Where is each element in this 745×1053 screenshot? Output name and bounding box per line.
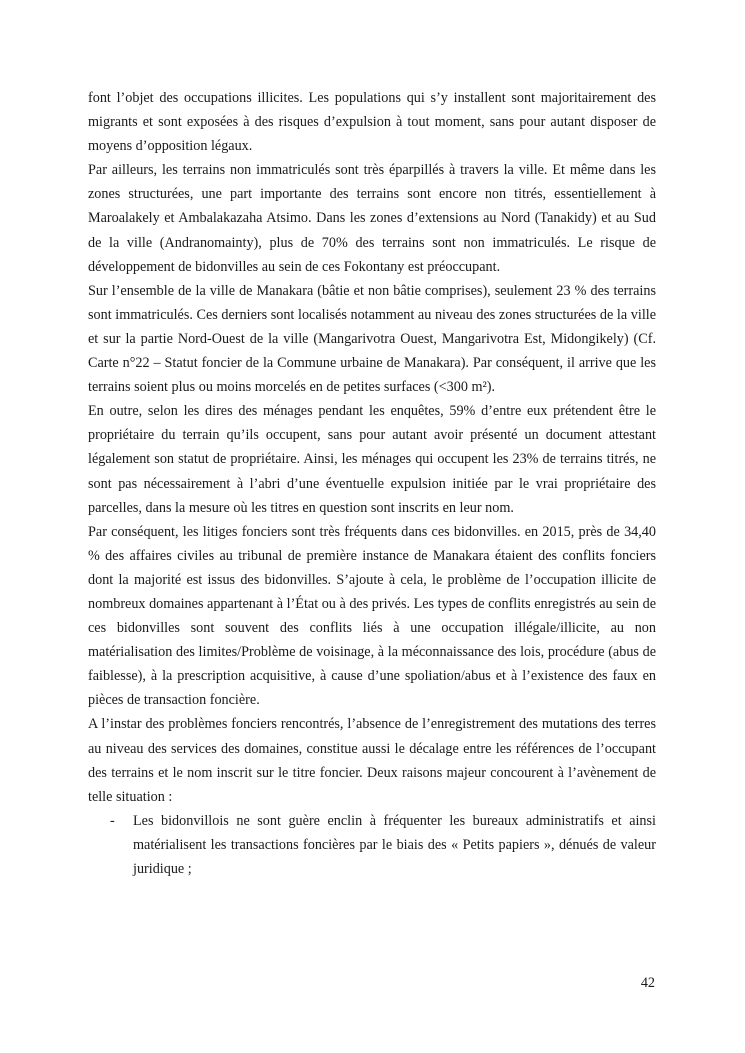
list-item-text: Les bidonvillois ne sont guère enclin à fréquenter les bureaux administratifs et ainsi matérialisent les transactions foncières par le biais des « Petits papiers », dénués de valeur juridique ;: [133, 812, 656, 877]
page-number: 42: [640, 975, 655, 991]
reasons-list: [88, 809, 656, 881]
paragraph-occupations-illicites: font l’objet des occupations illicites. Les populations qui s’y installent sont majoritairement des migrants et sont exposées à des risques d’expulsion à tout moment, sans pour autant disposer de moyens d’opposition légaux.: [88, 90, 656, 155]
paragraph-terrains-non-immatricules: Par ailleurs, les terrains non immatriculés sont très éparpillés à travers la ville. Et même dans les zones structurées, une part importante des terrains sont encore non titrés, essentiellement à Maroalakely et Ambalakazaha Atsimo. Dans les zones d’extensions au Nord (Tanakidy) et au Sud de la ville (Andranomainty), plus de 70% des terrains sont non immatriculés. Le risque de développement de bidonvilles au sein de ces Fokontany est préoccupant.: [88, 162, 656, 275]
paragraph-litiges-fonciers: Par conséquent, les litiges fonciers sont très fréquents dans ces bidonvilles. en 2015, près de 34,40 % des affaires civiles au tribunal de première instance de Manakara étaient des conflits fonciers dont la majorité est issus des bidonvilles. S’ajoute à cela, le problème de l’occupation illicite de nombreux domaines appartenant à l’État ou à des privés. Les types de conflits enregistrés au sein de ces bidonvilles sont souvent des conflits liés à une occupation illégale/illicite, au non matérialisation des limites/Problème de voisinage, à la méconnaissance des lois, procédure (abus de faiblesse), à la prescription acquisitive, à cause d’une spoliation/abus et à l’existence des faux en pièces de transaction foncière.: [88, 523, 656, 709]
paragraph-terrains-immatricules: Sur l’ensemble de la ville de Manakara (bâtie et non bâtie comprises), seulement 23 % des terrains sont immatriculés. Ces derniers sont localisés notamment au niveau des zones structurées de la ville et sur la partie Nord-Ouest de la ville (Mangarivotra Ouest, Mangarivotra Est, Midongikely) (Cf. Carte n°22 – Statut foncier de la Commune urbaine de Manakara). Par conséquent, il arrive que les terrains soient plus ou moins morcelés en de petites surfaces (<300 m²).: [88, 282, 656, 396]
list-item: [88, 809, 656, 881]
paragraph-enquetes-menages: En outre, selon les dires des ménages pendant les enquêtes, 59% d’entre eux prétendent être le propriétaire du terrain qu’ils occupent, sans pour autant avoir présenté un document attestant légalement son statut de propriétaire. Ainsi, les ménages qui occupent les 23% de terrains titrés, ne sont pas nécessairement à l’abri d’une éventuelle expulsion initiée par le vrai propriétaire des parcelles, dans la mesure où les titres en question sont inscrits en leur nom.: [88, 403, 656, 516]
list-dash-marker: -: [110, 812, 115, 829]
paragraph-mutations-terres: A l’instar des problèmes fonciers rencontrés, l’absence de l’enregistrement des mutations des terres au niveau des services des domaines, constitue aussi le décalage entre les références de l’occupant des terrains et le nom inscrit sur le titre foncier. Deux raisons majeur concourent à l’avènement de telle situation :: [88, 716, 656, 805]
body-text: [88, 86, 656, 881]
